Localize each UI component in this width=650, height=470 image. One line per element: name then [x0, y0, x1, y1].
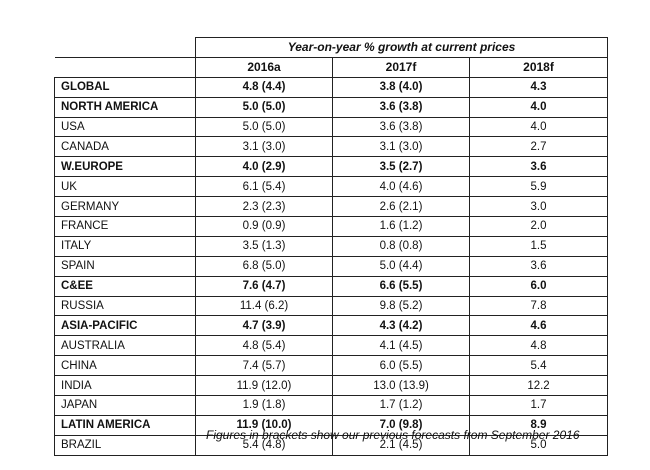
value-cell-2016a: 2.3 (2.3) — [196, 197, 333, 217]
table-row — [55, 356, 608, 376]
value-cell-2017f: 4.1 (4.5) — [333, 336, 470, 356]
table-row — [55, 137, 608, 157]
table-row — [55, 97, 608, 117]
value-cell-2017f: 7.0 (9.8) — [333, 415, 470, 435]
value-cell-2018f: 3.6 — [470, 157, 608, 177]
table-row — [55, 157, 608, 177]
region-cell: ASIA-PACIFIC — [55, 316, 196, 336]
value-cell-2016a: 6.1 (5.4) — [196, 177, 333, 197]
value-cell-2018f: 1.5 — [470, 236, 608, 256]
value-cell-2016a: 4.7 (3.9) — [196, 316, 333, 336]
value-cell-2018f: 5.9 — [470, 177, 608, 197]
table-body — [55, 77, 608, 455]
table-row — [55, 117, 608, 137]
value-cell-2018f: 4.3 — [470, 77, 608, 97]
value-cell-2017f: 3.8 (4.0) — [333, 77, 470, 97]
value-cell-2017f: 1.6 (1.2) — [333, 217, 470, 237]
region-cell: GERMANY — [55, 197, 196, 217]
value-cell-2018f: 3.0 — [470, 197, 608, 217]
column-header-2017f: 2017f — [333, 57, 470, 77]
region-cell: GLOBAL — [55, 77, 196, 97]
value-cell-2017f: 6.0 (5.5) — [333, 356, 470, 376]
value-cell-2017f: 4.3 (4.2) — [333, 316, 470, 336]
value-cell-2018f: 4.0 — [470, 97, 608, 117]
region-cell: USA — [55, 117, 196, 137]
footnote: Figures in brackets show our previous forecasts from September 2016 — [206, 428, 580, 442]
value-cell-2018f: 1.7 — [470, 396, 608, 416]
region-cell: AUSTRALIA — [55, 336, 196, 356]
column-header-2018f: 2018f — [470, 57, 608, 77]
value-cell-2016a: 5.4 (4.8) — [196, 435, 333, 455]
table-row — [55, 236, 608, 256]
value-cell-2018f: 6.0 — [470, 276, 608, 296]
value-cell-2018f: 12.2 — [470, 376, 608, 396]
value-cell-2017f: 3.5 (2.7) — [333, 157, 470, 177]
region-cell: JAPAN — [55, 396, 196, 416]
value-cell-2016a: 4.0 (2.9) — [196, 157, 333, 177]
corner-blank-cell — [55, 57, 196, 77]
value-cell-2016a: 5.0 (5.0) — [196, 97, 333, 117]
value-cell-2017f: 0.8 (0.8) — [333, 236, 470, 256]
value-cell-2017f: 9.8 (5.2) — [333, 296, 470, 316]
value-cell-2018f: 7.8 — [470, 296, 608, 316]
value-cell-2016a: 11.9 (12.0) — [196, 376, 333, 396]
value-cell-2017f: 1.7 (1.2) — [333, 396, 470, 416]
table-row — [55, 276, 608, 296]
table-row — [55, 77, 608, 97]
region-cell: W.EUROPE — [55, 157, 196, 177]
value-cell-2016a: 1.9 (1.8) — [196, 396, 333, 416]
region-cell: RUSSIA — [55, 296, 196, 316]
region-cell: UK — [55, 177, 196, 197]
table-row — [55, 217, 608, 237]
value-cell-2016a: 11.9 (10.0) — [196, 415, 333, 435]
table-row — [55, 177, 608, 197]
caption-row — [55, 38, 608, 58]
value-cell-2016a: 11.4 (6.2) — [196, 296, 333, 316]
table-row — [55, 376, 608, 396]
value-cell-2016a: 6.8 (5.0) — [196, 256, 333, 276]
value-cell-2018f: 2.7 — [470, 137, 608, 157]
region-cell: CANADA — [55, 137, 196, 157]
value-cell-2017f: 2.6 (2.1) — [333, 197, 470, 217]
value-cell-2016a: 4.8 (5.4) — [196, 336, 333, 356]
year-header-row — [55, 57, 608, 77]
region-cell: C&EE — [55, 276, 196, 296]
value-cell-2018f: 5.4 — [470, 356, 608, 376]
table-row — [55, 296, 608, 316]
value-cell-2016a: 3.5 (1.3) — [196, 236, 333, 256]
value-cell-2018f: 4.0 — [470, 117, 608, 137]
value-cell-2016a: 4.8 (4.4) — [196, 77, 333, 97]
region-cell: INDIA — [55, 376, 196, 396]
region-cell: ITALY — [55, 236, 196, 256]
region-cell: FRANCE — [55, 217, 196, 237]
value-cell-2016a: 3.1 (3.0) — [196, 137, 333, 157]
value-cell-2018f: 4.8 — [470, 336, 608, 356]
value-cell-2017f: 6.6 (5.5) — [333, 276, 470, 296]
region-cell: LATIN AMERICA — [55, 415, 196, 435]
value-cell-2017f: 2.1 (4.5) — [333, 435, 470, 455]
region-cell: CHINA — [55, 356, 196, 376]
growth-table — [54, 37, 608, 456]
table-row — [55, 396, 608, 416]
column-header-2016a: 2016a — [196, 57, 333, 77]
table-row — [55, 197, 608, 217]
table-row — [55, 336, 608, 356]
value-cell-2017f: 3.6 (3.8) — [333, 117, 470, 137]
value-cell-2016a: 5.0 (5.0) — [196, 117, 333, 137]
table-row — [55, 256, 608, 276]
value-cell-2018f: 3.6 — [470, 256, 608, 276]
value-cell-2016a: 0.9 (0.9) — [196, 217, 333, 237]
region-cell: BRAZIL — [55, 435, 196, 455]
table-row — [55, 316, 608, 336]
value-cell-2017f: 4.0 (4.6) — [333, 177, 470, 197]
value-cell-2017f: 13.0 (13.9) — [333, 376, 470, 396]
value-cell-2018f: 8.9 — [470, 415, 608, 435]
corner-blank-cell — [55, 38, 196, 58]
value-cell-2018f: 4.6 — [470, 316, 608, 336]
value-cell-2017f: 3.6 (3.8) — [333, 97, 470, 117]
value-cell-2017f: 3.1 (3.0) — [333, 137, 470, 157]
value-cell-2018f: 2.0 — [470, 217, 608, 237]
region-cell: SPAIN — [55, 256, 196, 276]
value-cell-2016a: 7.6 (4.7) — [196, 276, 333, 296]
region-cell: NORTH AMERICA — [55, 97, 196, 117]
table-caption: Year-on-year % growth at current prices — [196, 38, 608, 58]
value-cell-2016a: 7.4 (5.7) — [196, 356, 333, 376]
value-cell-2018f: 5.0 — [470, 435, 608, 455]
value-cell-2017f: 5.0 (4.4) — [333, 256, 470, 276]
